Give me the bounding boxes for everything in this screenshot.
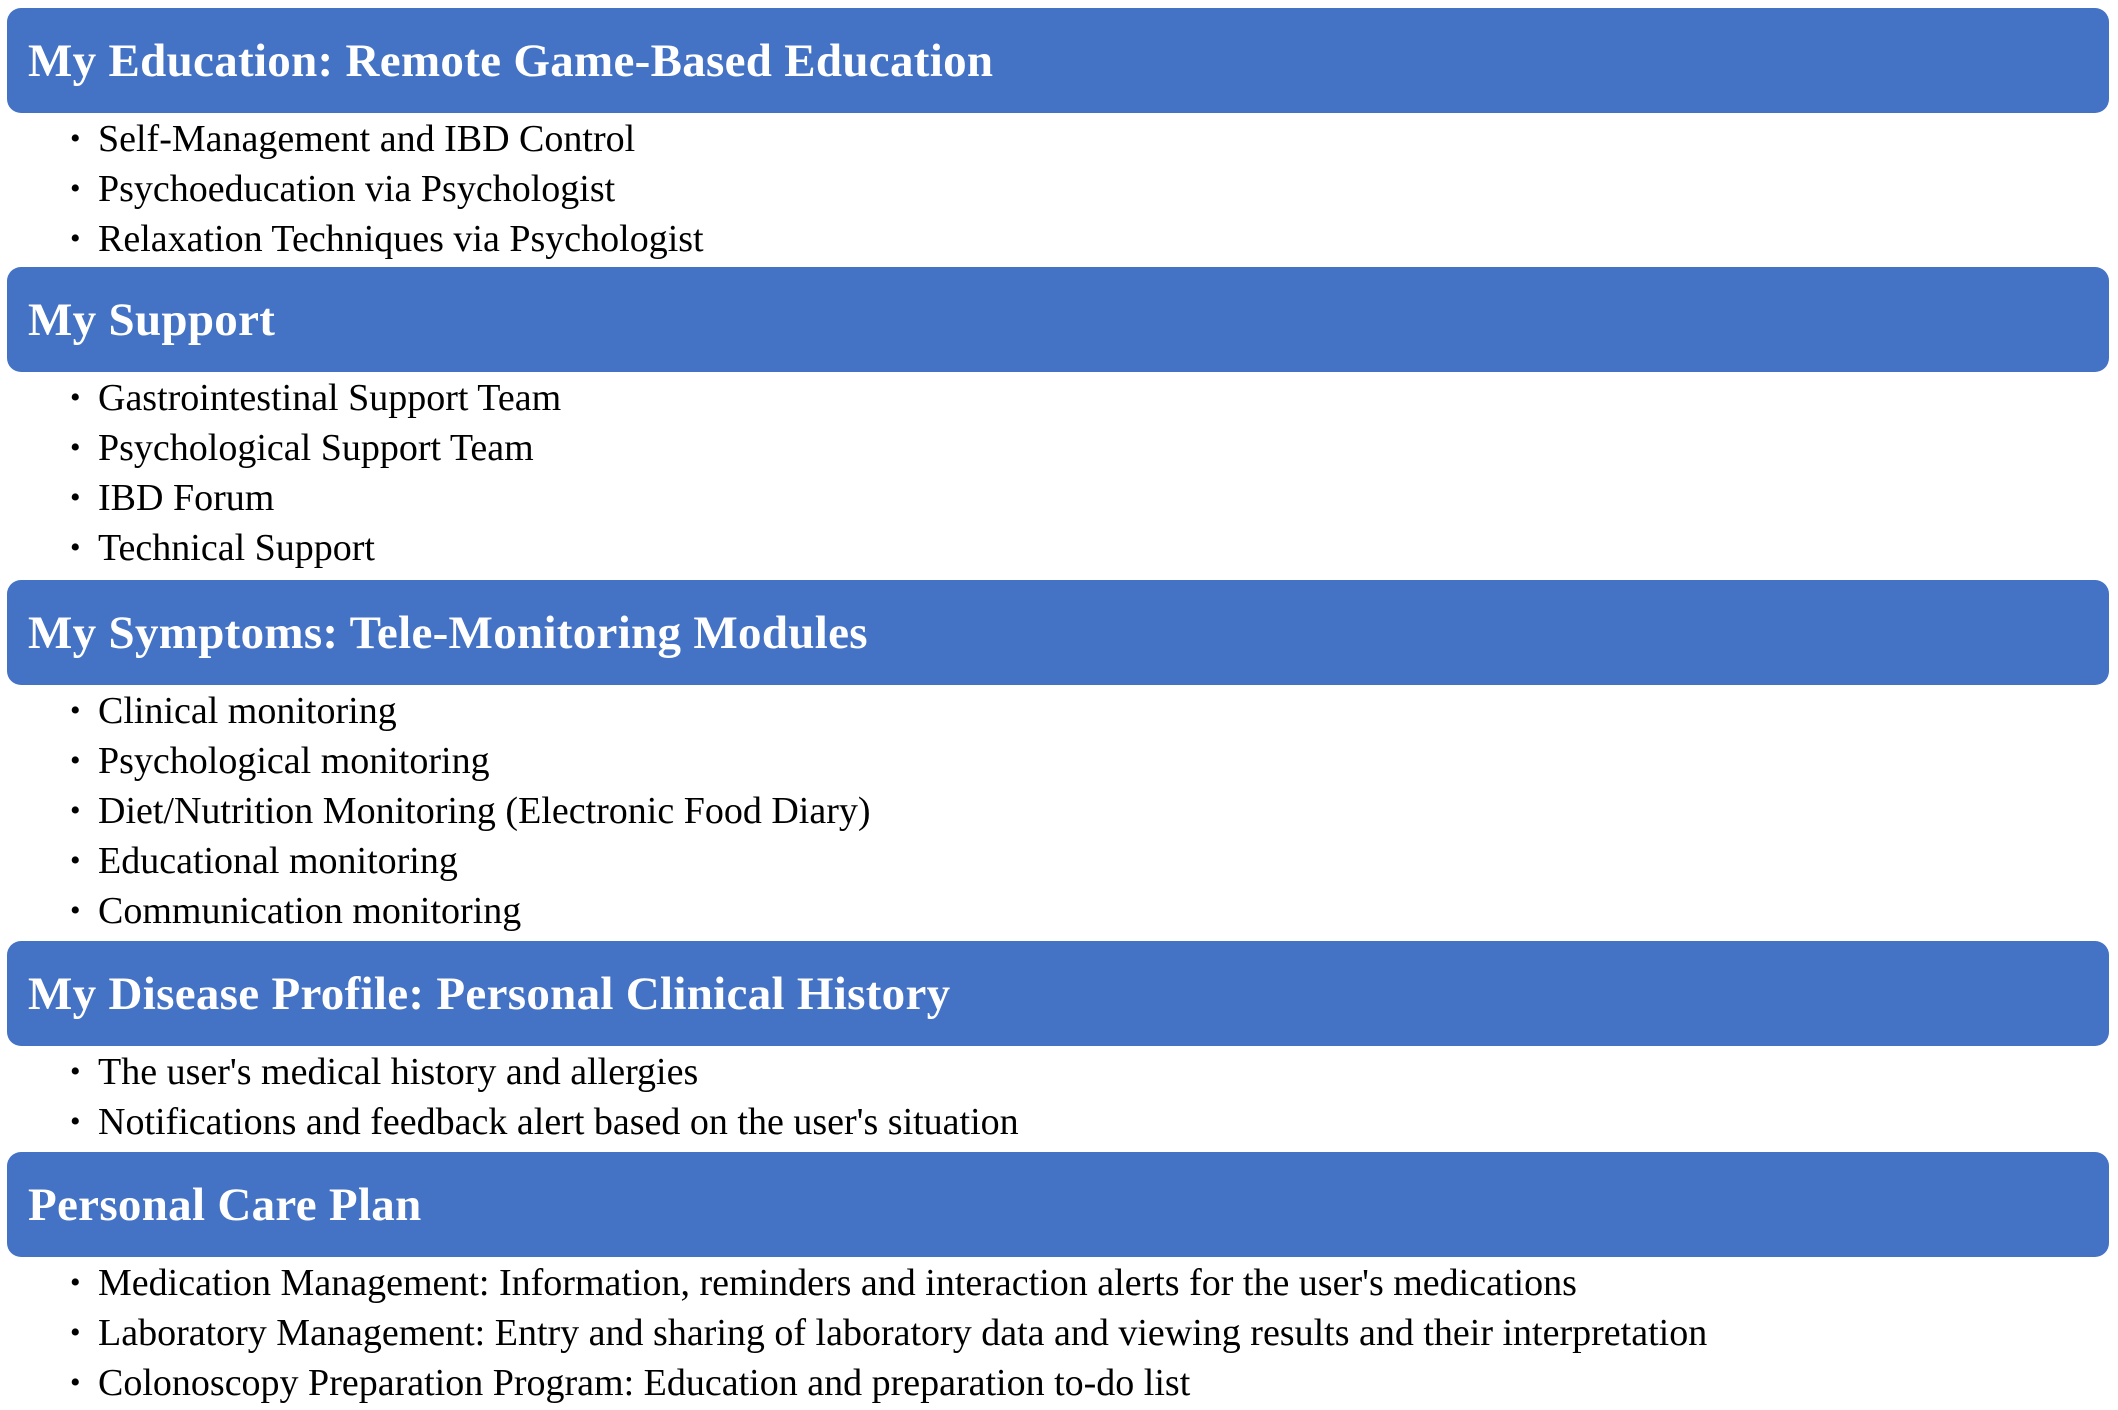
- list-item: • Relaxation Techniques via Psychologist: [70, 214, 704, 264]
- list-item: • The user's medical history and allergies: [70, 1047, 1019, 1097]
- section-list-support: [70, 373, 561, 573]
- bullet-icon: •: [70, 694, 81, 727]
- section-header-education: [7, 8, 2109, 113]
- list-item: • Diet/Nutrition Monitoring (Electronic Food Diary): [70, 786, 871, 836]
- section-list-disease-profile: [70, 1047, 1019, 1147]
- bullet-icon: •: [70, 1105, 81, 1138]
- section-header-disease-profile: [7, 941, 2109, 1046]
- list-item: • Medication Management: Information, reminders and interaction alerts for the user's medications: [70, 1258, 1707, 1308]
- list-item: • Clinical monitoring: [70, 686, 871, 736]
- section-header-support: [7, 267, 2109, 372]
- bullet-icon: •: [70, 1316, 81, 1349]
- bullet-icon: •: [70, 481, 81, 514]
- bullet-icon: •: [70, 122, 81, 155]
- section-title: My Education: Remote Game-Based Education: [28, 34, 994, 87]
- section-title: My Support: [28, 293, 276, 346]
- section-title: Personal Care Plan: [28, 1178, 422, 1231]
- list-item: • Psychoeducation via Psychologist: [70, 164, 704, 214]
- list-item: • Gastrointestinal Support Team: [70, 373, 561, 423]
- section-title: My Disease Profile: Personal Clinical History: [28, 967, 951, 1020]
- section-list-symptoms: [70, 686, 871, 936]
- bullet-icon: •: [70, 531, 81, 564]
- section-header-care-plan: [7, 1152, 2109, 1257]
- bullet-icon: •: [70, 172, 81, 205]
- section-title: My Symptoms: Tele-Monitoring Modules: [28, 606, 868, 659]
- bullet-icon: •: [70, 431, 81, 464]
- bullet-icon: •: [70, 744, 81, 777]
- bullet-icon: •: [70, 844, 81, 877]
- bullet-icon: •: [70, 381, 81, 414]
- bullet-icon: •: [70, 1366, 81, 1399]
- bullet-icon: •: [70, 222, 81, 255]
- list-item: • Communication monitoring: [70, 886, 871, 936]
- bullet-icon: •: [70, 894, 81, 927]
- list-item: • Educational monitoring: [70, 836, 871, 886]
- bullet-icon: •: [70, 794, 81, 827]
- section-list-care-plan: [70, 1258, 1707, 1408]
- list-item: • IBD Forum: [70, 473, 561, 523]
- list-item: • Laboratory Management: Entry and sharing of laboratory data and viewing results and their interpretation: [70, 1308, 1707, 1358]
- list-item: • Technical Support: [70, 523, 561, 573]
- list-item: • Psychological monitoring: [70, 736, 871, 786]
- list-item: • Psychological Support Team: [70, 423, 561, 473]
- bullet-icon: •: [70, 1266, 81, 1299]
- list-item: • Self-Management and IBD Control: [70, 114, 704, 164]
- list-item: • Notifications and feedback alert based on the user's situation: [70, 1097, 1019, 1147]
- section-list-education: [70, 114, 704, 264]
- section-header-symptoms: [7, 580, 2109, 685]
- bullet-icon: •: [70, 1055, 81, 1088]
- list-item: • Colonoscopy Preparation Program: Education and preparation to-do list: [70, 1358, 1707, 1408]
